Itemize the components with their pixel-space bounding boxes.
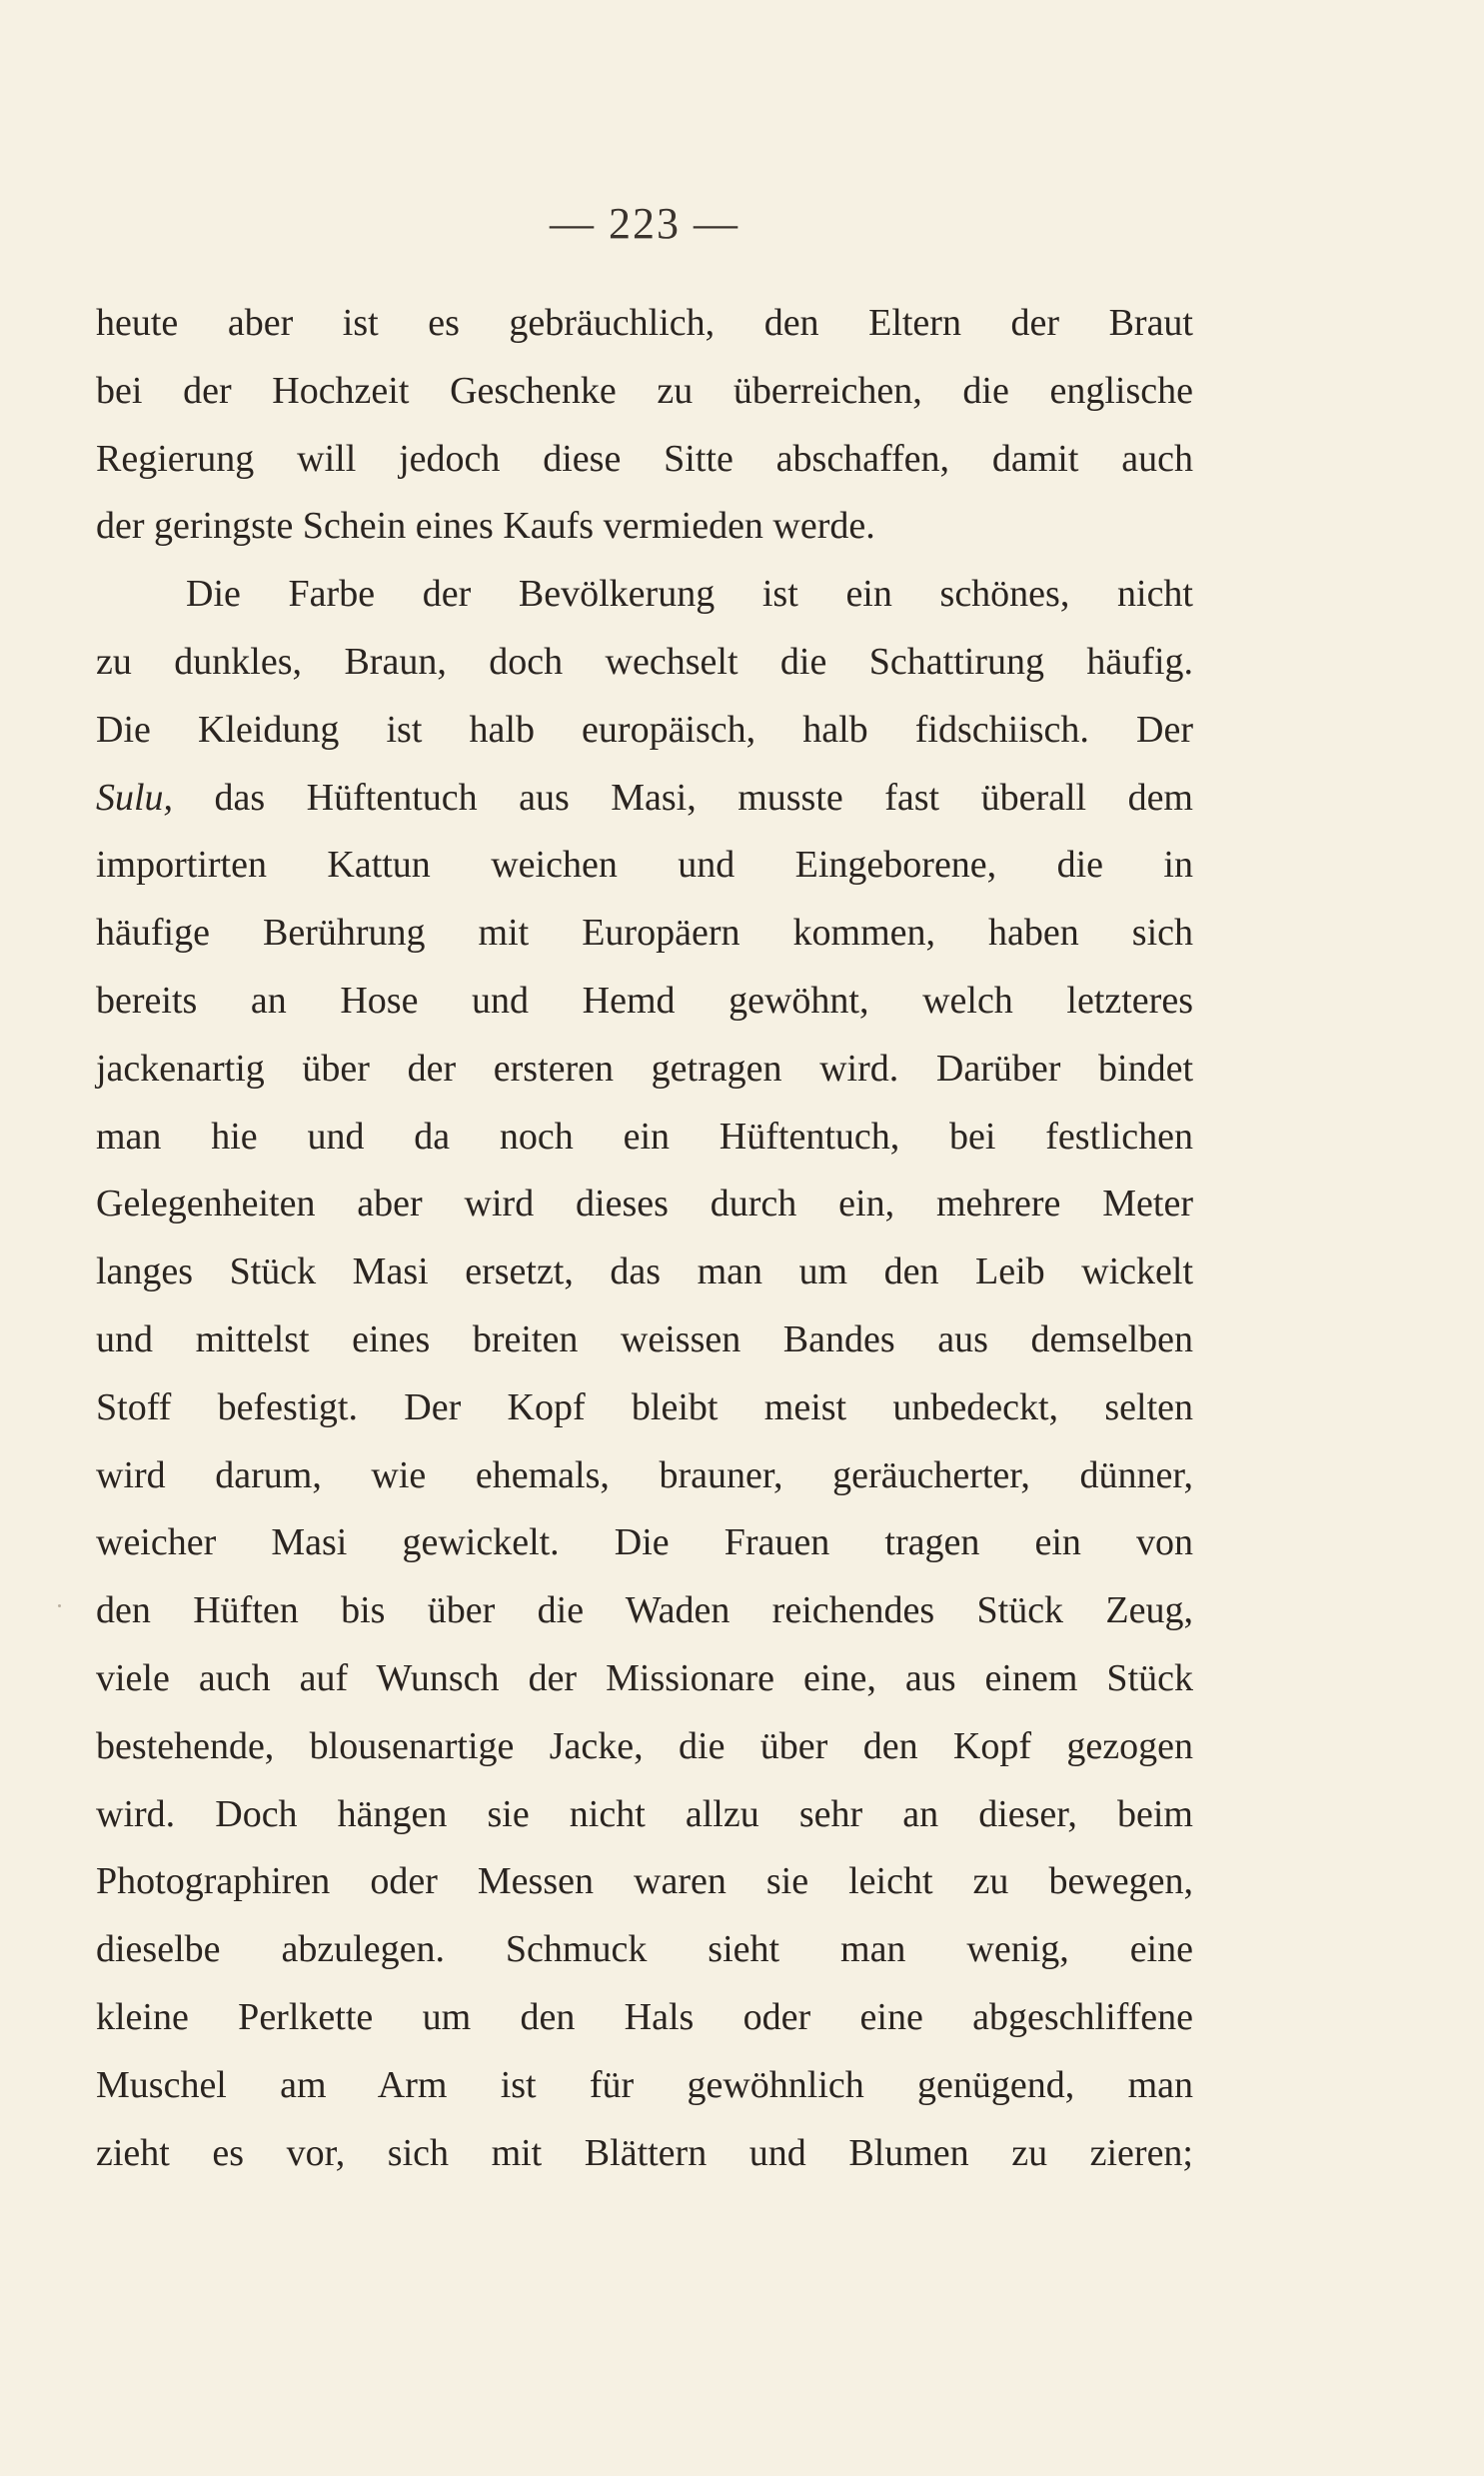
text-line: importirten Kattun weichen und Eingeborene, die in [96,844,1193,887]
text-line: Die Kleidung ist halb europäisch, halb fidschiisch. Der [96,708,1193,751]
text-line: Regierung will jedoch diese Sitte abschaffen, damit auch [96,437,1193,480]
text-line: den Hüften bis über die Waden reichendes Stück Zeug, [96,1589,1193,1632]
text-line: der geringste Schein eines Kaufs vermieden werde. [96,505,875,548]
paper-speck [58,1604,61,1607]
text-line: Photographiren oder Messen waren sie leicht zu bewegen, [96,1860,1193,1903]
text-line: viele auch auf Wunsch der Missionare eine, aus einem Stück [96,1656,1193,1699]
text-line: Stoff befestigt. Der Kopf bleibt meist unbedeckt, selten [96,1385,1193,1428]
text-line: langes Stück Masi ersetzt, das man um den Leib wickelt [96,1250,1193,1293]
text-line: heute aber ist es gebräuchlich, den Eltern der Braut [96,302,1193,344]
text-line: weicher Masi gewickelt. Die Frauen tragen ein von [96,1521,1193,1564]
text-line: jackenartig über der ersteren getragen wird. Darüber bindet [96,1047,1193,1090]
text-line: kleine Perlkette um den Hals oder eine abgeschliffene [96,1995,1193,2038]
text-line: Muschel am Arm ist für gewöhnlich genügend, man [96,2063,1193,2106]
text-line: zu dunkles, Braun, doch wechselt die Schattirung häufig. [96,640,1193,683]
text-line-rest: das Hüftentuch aus Masi, musste fast überall dem [173,776,1193,819]
page-number: — 223 — [550,199,740,248]
text-line: wird. Doch hängen sie nicht allzu sehr an dieser, beim [96,1792,1193,1835]
text-line: bereits an Hose und Hemd gewöhnt, welch letzteres [96,979,1193,1022]
text-line: zieht es vor, sich mit Blättern und Blumen zu zieren; [96,2131,1193,2174]
text-line: bestehende, blousenartige Jacke, die über den Kopf gezogen [96,1724,1193,1767]
text-line: Gelegenheiten aber wird dieses durch ein, mehrere Meter [96,1183,1193,1226]
text-line: Die Farbe der Bevölkerung ist ein schönes, nicht [186,573,1193,616]
text-line: dieselbe abzulegen. Schmuck sieht man wenig, eine [96,1928,1193,1971]
text-line [96,765,1193,833]
text-line: man hie und da noch ein Hüftentuch, bei festlichen [96,1115,1193,1158]
text-line: häufige Berührung mit Europäern kommen, haben sich [96,912,1193,955]
body-text [96,290,1193,2187]
text-line: bei der Hochzeit Geschenke zu überreichen, die englische [96,369,1193,412]
italic-term: Sulu, [96,776,174,819]
text-line: und mittelst eines breiten weissen Bandes aus demselben [96,1317,1193,1360]
text-line: wird darum, wie ehemals, brauner, geräucherter, dünner, [96,1453,1193,1496]
